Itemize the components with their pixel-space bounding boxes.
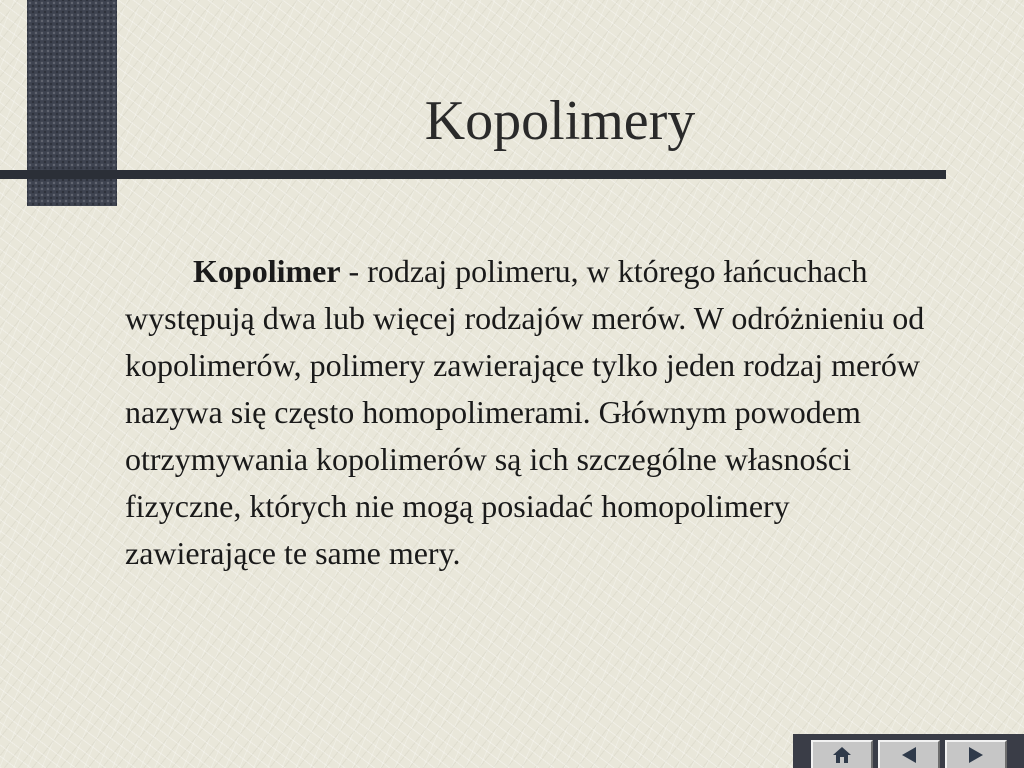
next-slide-button[interactable] xyxy=(945,740,1007,768)
previous-arrow-icon xyxy=(899,746,919,764)
slide-body-paragraph xyxy=(125,248,940,577)
previous-slide-button[interactable] xyxy=(878,740,940,768)
title-underline-rule xyxy=(0,170,946,179)
slide-navigation-bar xyxy=(793,734,1024,768)
defined-term: Kopolimer xyxy=(193,253,341,289)
slide-title: Kopolimery xyxy=(424,90,696,152)
home-button[interactable] xyxy=(811,740,873,768)
next-arrow-icon xyxy=(966,746,986,764)
home-icon xyxy=(831,745,853,765)
definition-text: - rodzaj polimeru, w którego łańcuchach występują dwa lub więcej rodzajów merów. W odróżnieniu od kopolimerów, polimery zawierające tylko jeden rodzaj merów nazywa się często homopolimerami. Głównym powodem otrzymywania kopolimerów są ich szczególne własności fizyczne, których nie mogą posiadać homopolimery zawierające te same mery. xyxy=(125,253,925,571)
